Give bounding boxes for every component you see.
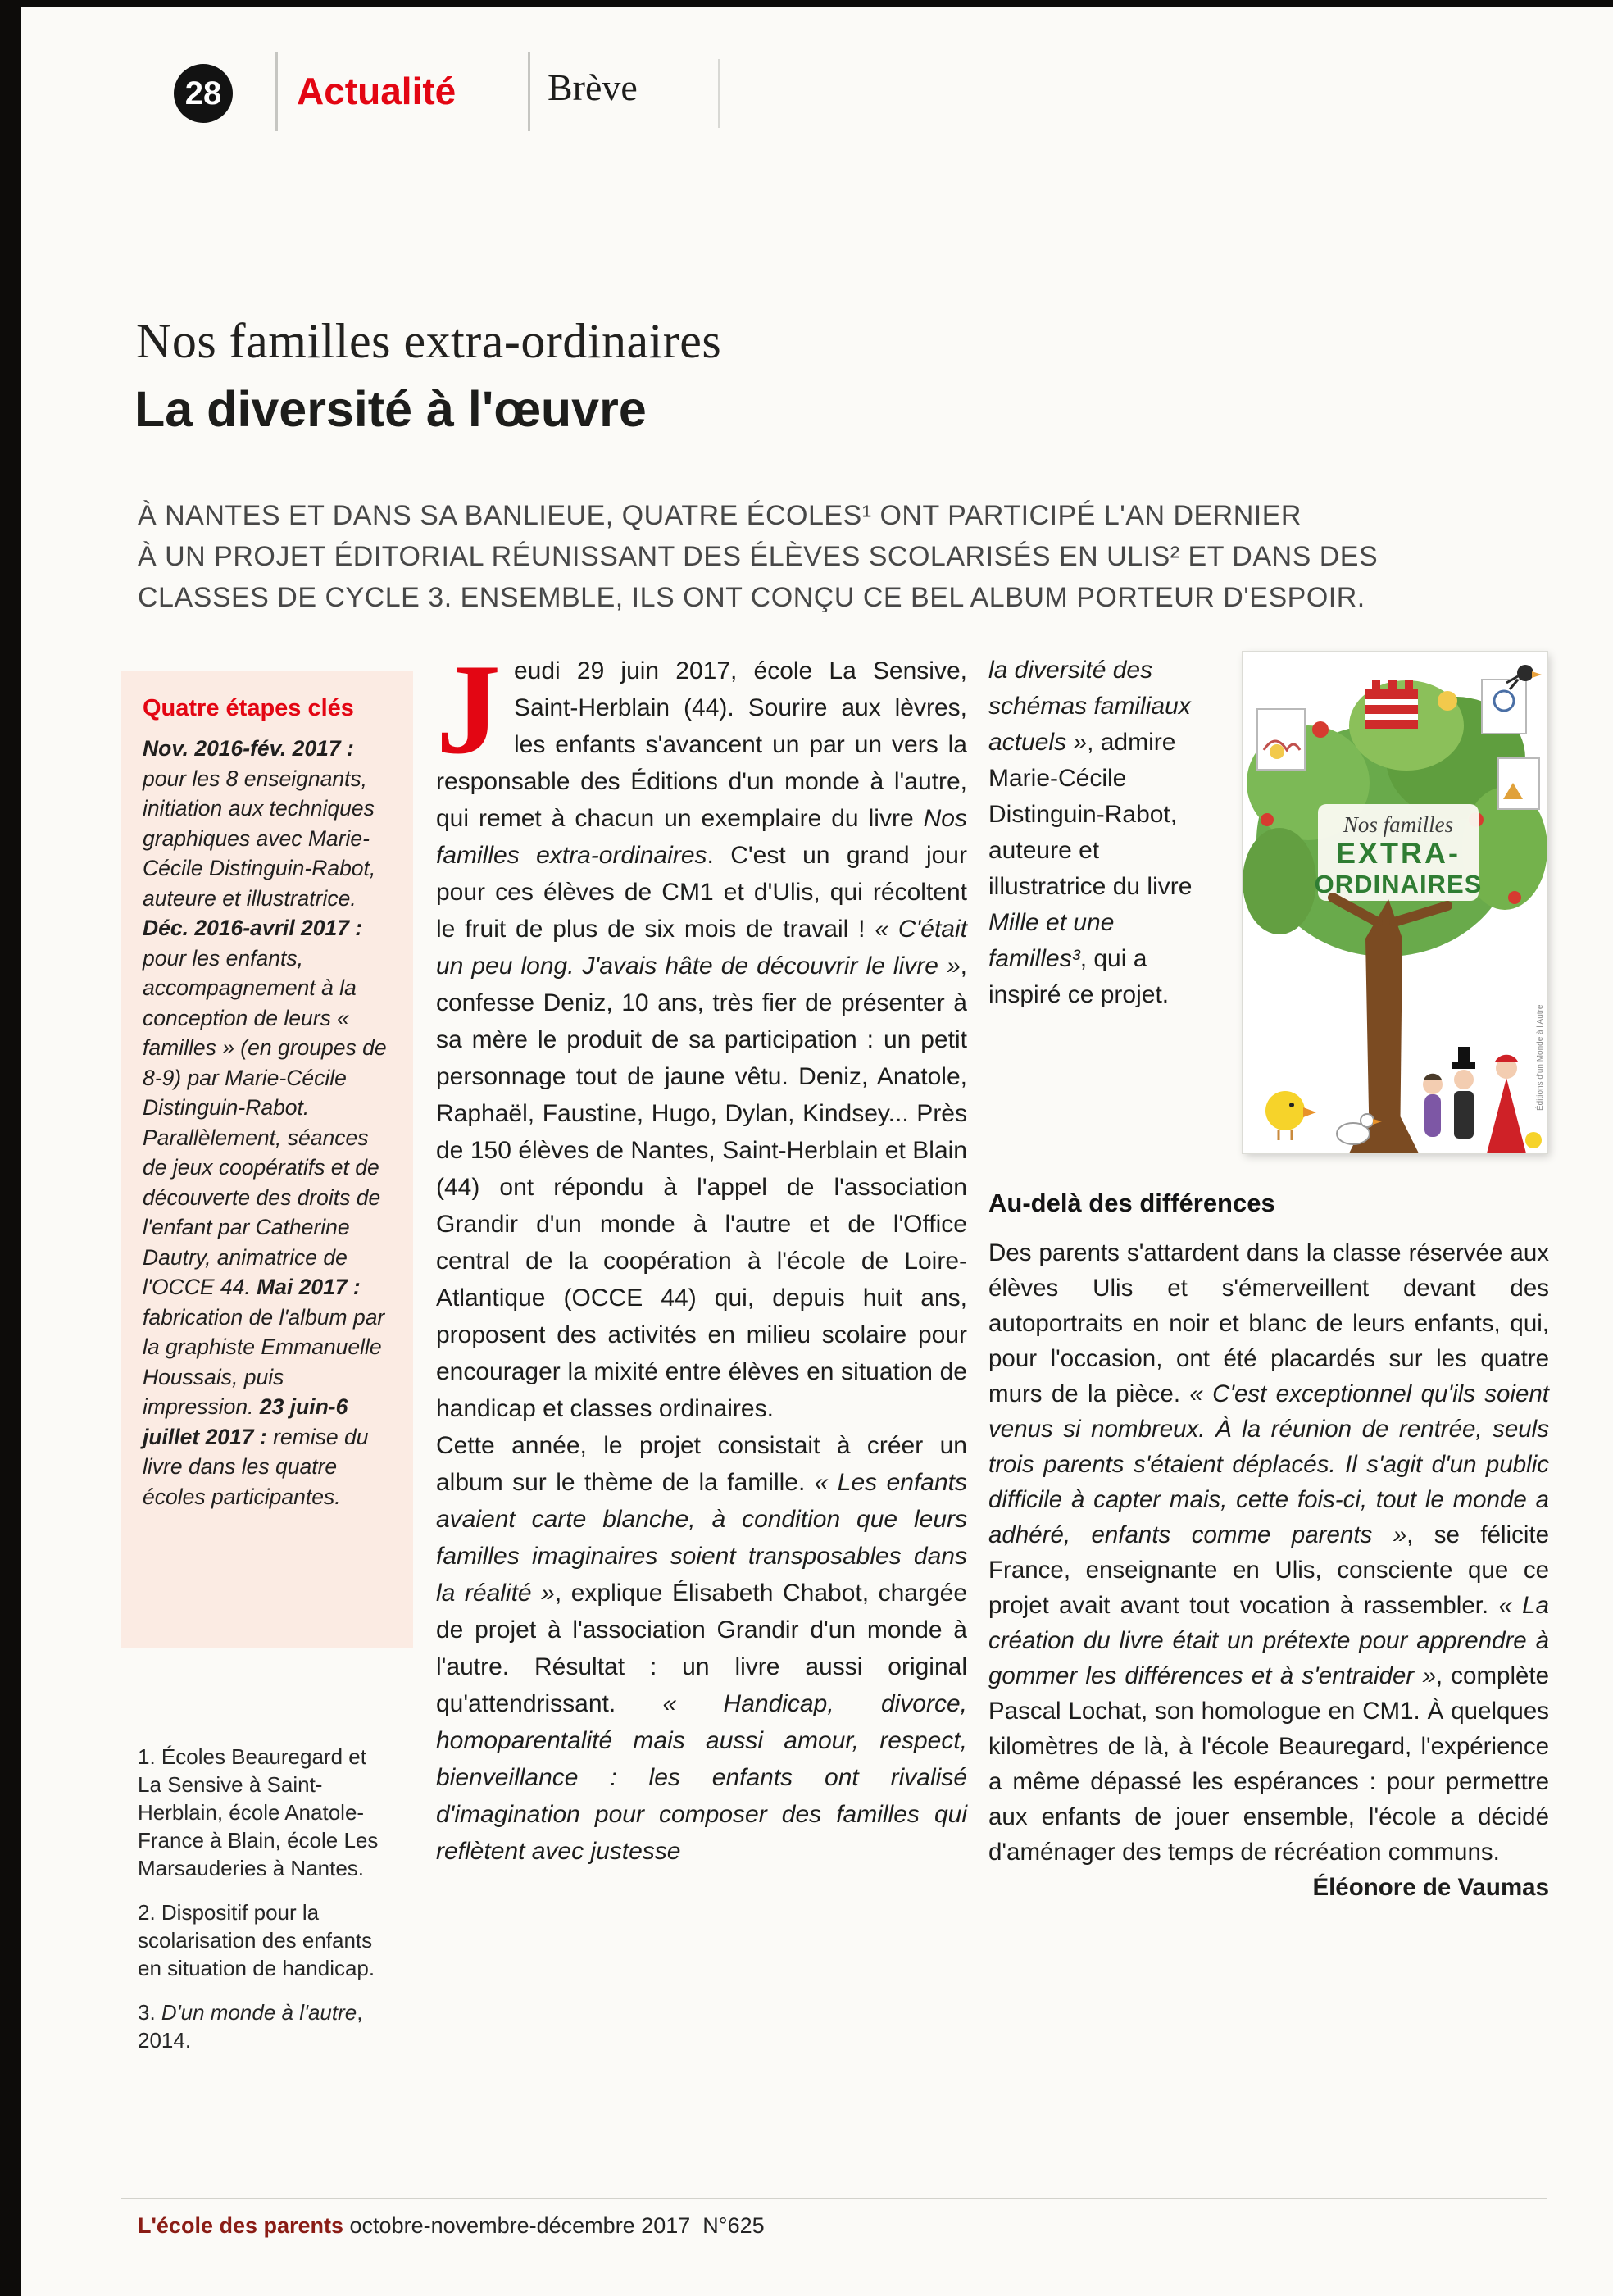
footnotes	[138, 1743, 384, 2071]
article-title: La diversité à l'œuvre	[134, 381, 647, 437]
footnote-3: 3. D'un monde à l'autre, 2014.	[138, 2000, 363, 2053]
header-divider	[528, 52, 530, 131]
book-cover-illustration	[1243, 652, 1547, 1153]
sidebar-title: Quatre étapes clés	[143, 695, 354, 721]
article-paragraph-1	[436, 638, 967, 1427]
article-paragraph-3: la diversité des schémas familiaux actuels », admire Marie-Cécile Distinguin-Rabot, auteure et illustratrice du livre Mille et une familles³, qui a inspiré ce projet.	[988, 657, 1193, 1008]
scan-edge-left	[0, 0, 21, 2296]
cover-title-extra: EXTRA-	[1336, 836, 1461, 870]
paragraph-text: eudi 29 juin 2017, école La Sensive, Saint-Herblain (44). Sourire aux lèvres, les enfants s'avancent un par un vers la responsable des Éditions d'un monde à l'autre, qui remet à chacun un exemplaire du livre Nos familles extra-ordinaires. C'est un grand jour pour ces élèves de CM1 et d'Ulis, qui récoltent le fruit de plus de six mois de travail ! « C'était un peu long. J'avais hâte de découvrir le livre », confesse Deniz, 10 ans, très fier de présenter à sa mère le produit de sa participation : un petit personnage tout de jaune vêtu. Deniz, Anatole, Raphaël, Faustine, Hugo, Dylan, Kindsey... Près de 150 élèves de Nantes, Saint-Herblain et Blain (44) ont répondu à l'appel de l'association Grandir d'un monde à l'autre et de l'Office central de la coopération à l'école de Loire-Atlantique (OCCE 44) qui, depuis huit ans, proposent des activités en milieu scolaire pour encourager la mixité entre élèves en situation de handicap et classes ordinaires.	[436, 657, 967, 1422]
article-column-main	[436, 638, 968, 1870]
cover-publisher: Éditions d'un Monde à l'Autre	[1536, 1004, 1545, 1111]
purple-figure	[1423, 1074, 1443, 1137]
issue-number: N°625	[702, 2213, 765, 2238]
standfirst-line: À UN PROJET ÉDITORIAL RÉUNISSANT DES ÉLÈVES SCOLARISÉS EN ULIS² ET DANS DES	[138, 541, 1379, 572]
page-footer	[138, 2213, 765, 2239]
section-label: Actualité	[297, 70, 457, 112]
book-cover-image	[1243, 652, 1547, 1153]
small-chick	[1525, 1132, 1542, 1148]
rubric-label: Brève	[548, 66, 638, 108]
article-column-right	[988, 1185, 1549, 1905]
footnote-1: 1. Écoles Beauregard et La Sensive à Saint-Herblain, école Anatole-France à Blain, école Les Marsauderies à Nantes.	[138, 1744, 379, 1880]
footer-rule	[121, 2198, 1547, 2199]
header-divider	[718, 59, 720, 128]
cover-title-ordinaires: ORDINAIRES	[1314, 870, 1483, 898]
drop-cap: J	[436, 638, 501, 781]
sidebar-key-steps	[121, 671, 413, 1648]
footnote-2: 2. Dispositif pour la scolarisation des enfants en situation de handicap.	[138, 1900, 375, 1980]
castle-decoration	[1365, 680, 1418, 729]
article-paragraph-2: Cette année, le projet consistait à créer un album sur le thème de la famille. « Les enfants avaient carte blanche, à condition que leurs familles imaginaires soient transposables dans la réalité », explique Élisabeth Chabot, chargée de projet à l'association Grandir d'un monde à l'autre. Résultat : un livre aussi original qu'attendrissant. « Handicap, divorce, homoparentalité mais aussi amour, respect, bienveillance : les enfants ont rivalisé d'imagination pour composer des familles qui reflètent avec justesse	[436, 1432, 968, 1865]
scan-edge-top	[0, 0, 1613, 7]
sidebar-body: Nov. 2016-fév. 2017 : pour les 8 enseignants, initiation aux techniques graphiques avec Marie-Cécile Distinguin-Rabot, auteure et illustratrice. Déc. 2016-avril 2017 : pour les enfants, accompagnement à la conception de leurs « familles » (en groupes de 8-9) par Marie-Cécile Distinguin-Rabot. Parallèlement, séances de jeux coopératifs et de découverte des droits de l'enfant par Catherine Dautry, animatrice de l'OCCE 44. Mai 2017 : fabrication de l'album par la graphiste Emmanuelle Houssais, puis impression. 23 juin-6 juillet 2017 : remise du livre dans les quatre écoles participantes.	[143, 736, 387, 1509]
article-column-book-side	[988, 652, 1200, 1013]
cover-title-script: Nos familles	[1343, 812, 1454, 837]
page-number: 28	[184, 75, 222, 111]
article-subhead: Au-delà des différences	[988, 1189, 1275, 1217]
standfirst-line: CLASSES DE CYCLE 3. ENSEMBLE, ILS ONT CONÇU CE BEL ALBUM PORTEUR D'ESPOIR.	[138, 582, 1365, 613]
article-kicker: Nos familles extra-ordinaires	[136, 314, 722, 368]
standfirst-line: À NANTES ET DANS SA BANLIEUE, QUATRE ÉCOLES¹ ONT PARTICIPÉ L'AN DERNIER	[138, 500, 1302, 531]
article-paragraph-4: Des parents s'attardent dans la classe réservée aux élèves Ulis et s'émerveillent devant des autoportraits en noir et blanc de leurs enfants, qui, pour l'occasion, ont été placardés sur les quatre murs de la pièce. « C'est exceptionnel qu'ils soient venus si nombreux. À la réunion de rentrée, seuls trois parents s'étaient déplacés. Il s'agit d'un public difficile à capter mais, cette fois-ci, tout le monde a adhéré, enfants comme parents », se félicite France, enseignante en Ulis, consciente que ce projet avait avant tout vocation à rassembler. « La création du livre était un prétexte pour apprendre à gommer les différences et à s'entraider », complète Pascal Lochat, son homologue en CM1. À quelques kilomètres de là, à l'école Beauregard, l'expérience a même dépassé les espérances : pour permettre aux enfants de jouer ensemble, l'école a décidé d'aménager des temps de récréation communs. Éléonore de Vaumas	[988, 1239, 1550, 1901]
page-number-badge	[174, 64, 233, 123]
header-divider	[275, 52, 278, 131]
issue-date: octobre-novembre-décembre 2017	[349, 2213, 691, 2238]
standfirst	[138, 495, 1378, 618]
magazine-name: L'école des parents	[138, 2213, 344, 2238]
